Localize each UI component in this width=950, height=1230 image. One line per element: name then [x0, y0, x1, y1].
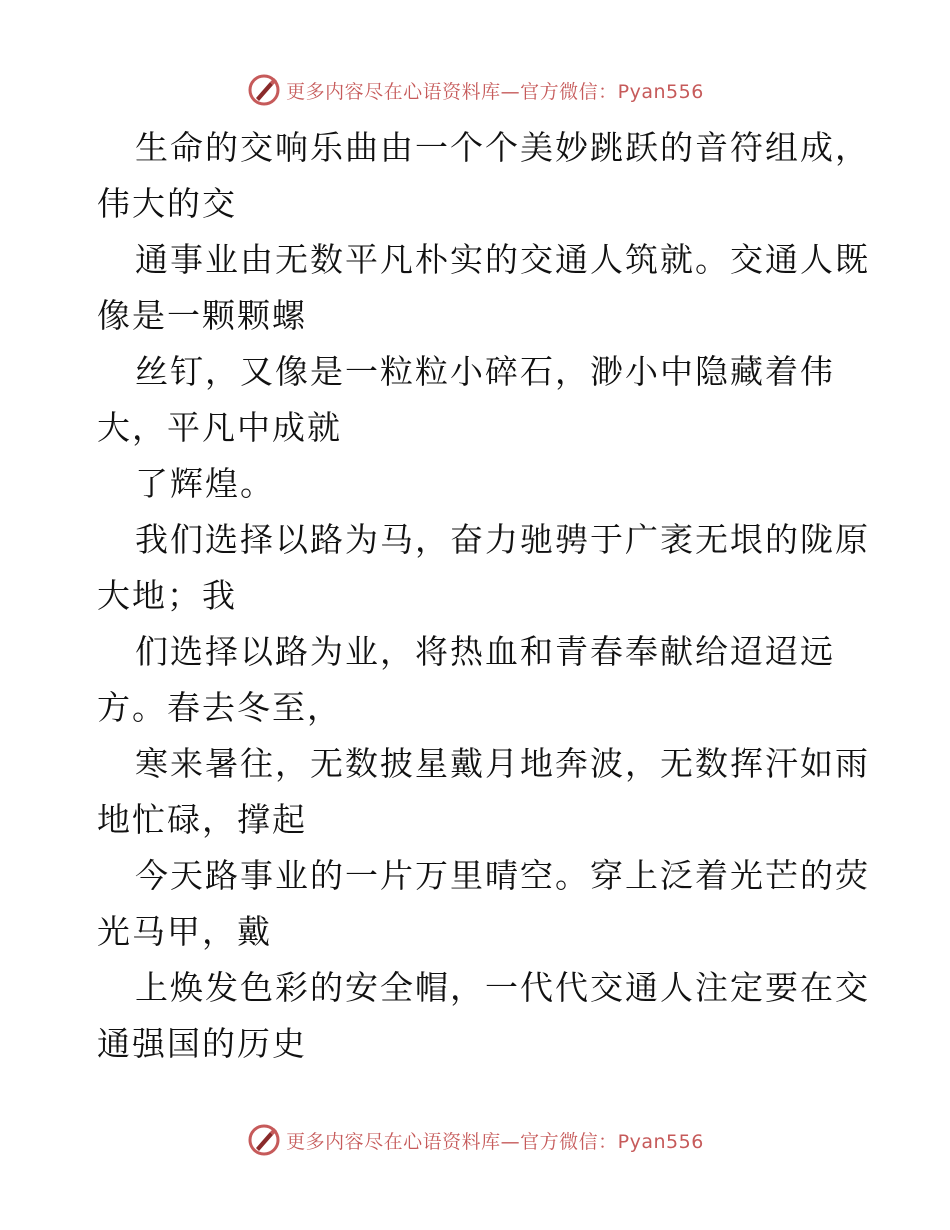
body-line: 寒来暑往，无数披星戴月地奔波，无数挥汗如雨 — [135, 744, 870, 783]
body-line: 大，平凡中成就 — [97, 408, 342, 447]
body-line: 地忙碌，撑起 — [97, 800, 307, 839]
body-line: 上焕发色彩的安全帽，一代代交通人注定要在交 — [135, 968, 870, 1007]
pen-logo-icon — [246, 1122, 282, 1158]
body-line: 光马甲，戴 — [97, 912, 272, 951]
header-banner — [0, 70, 950, 110]
body-line: 伟大的交 — [97, 184, 237, 223]
body-line: 丝钉，又像是一粒粒小碎石，渺小中隐藏着伟 — [135, 352, 835, 391]
body-line: 通强国的历史 — [97, 1024, 307, 1063]
body-line: 像是一颗颗螺 — [97, 296, 307, 335]
footer-banner-text: 更多内容尽在心语资料库—官方微信：Pyan556 — [286, 1130, 704, 1153]
document-body — [97, 120, 877, 1072]
footer-banner — [0, 1120, 950, 1160]
body-line: 通事业由无数平凡朴实的交通人筑就。交通人既 — [135, 240, 870, 279]
body-line: 今天路事业的一片万里晴空。穿上泛着光芒的荧 — [135, 856, 870, 895]
body-line: 我们选择以路为马，奋力驰骋于广袤无垠的陇原 — [135, 520, 870, 559]
body-line: 了辉煌。 — [135, 464, 275, 503]
body-line: 方。春去冬至， — [97, 688, 342, 727]
pen-logo-icon — [246, 72, 282, 108]
body-line: 们选择以路为业，将热血和青春奉献给迢迢远 — [135, 632, 835, 671]
body-line: 大地；我 — [97, 576, 237, 615]
header-banner-text: 更多内容尽在心语资料库—官方微信：Pyan556 — [286, 80, 704, 103]
body-line: 生命的交响乐曲由一个个美妙跳跃的音符组成， — [135, 128, 870, 167]
